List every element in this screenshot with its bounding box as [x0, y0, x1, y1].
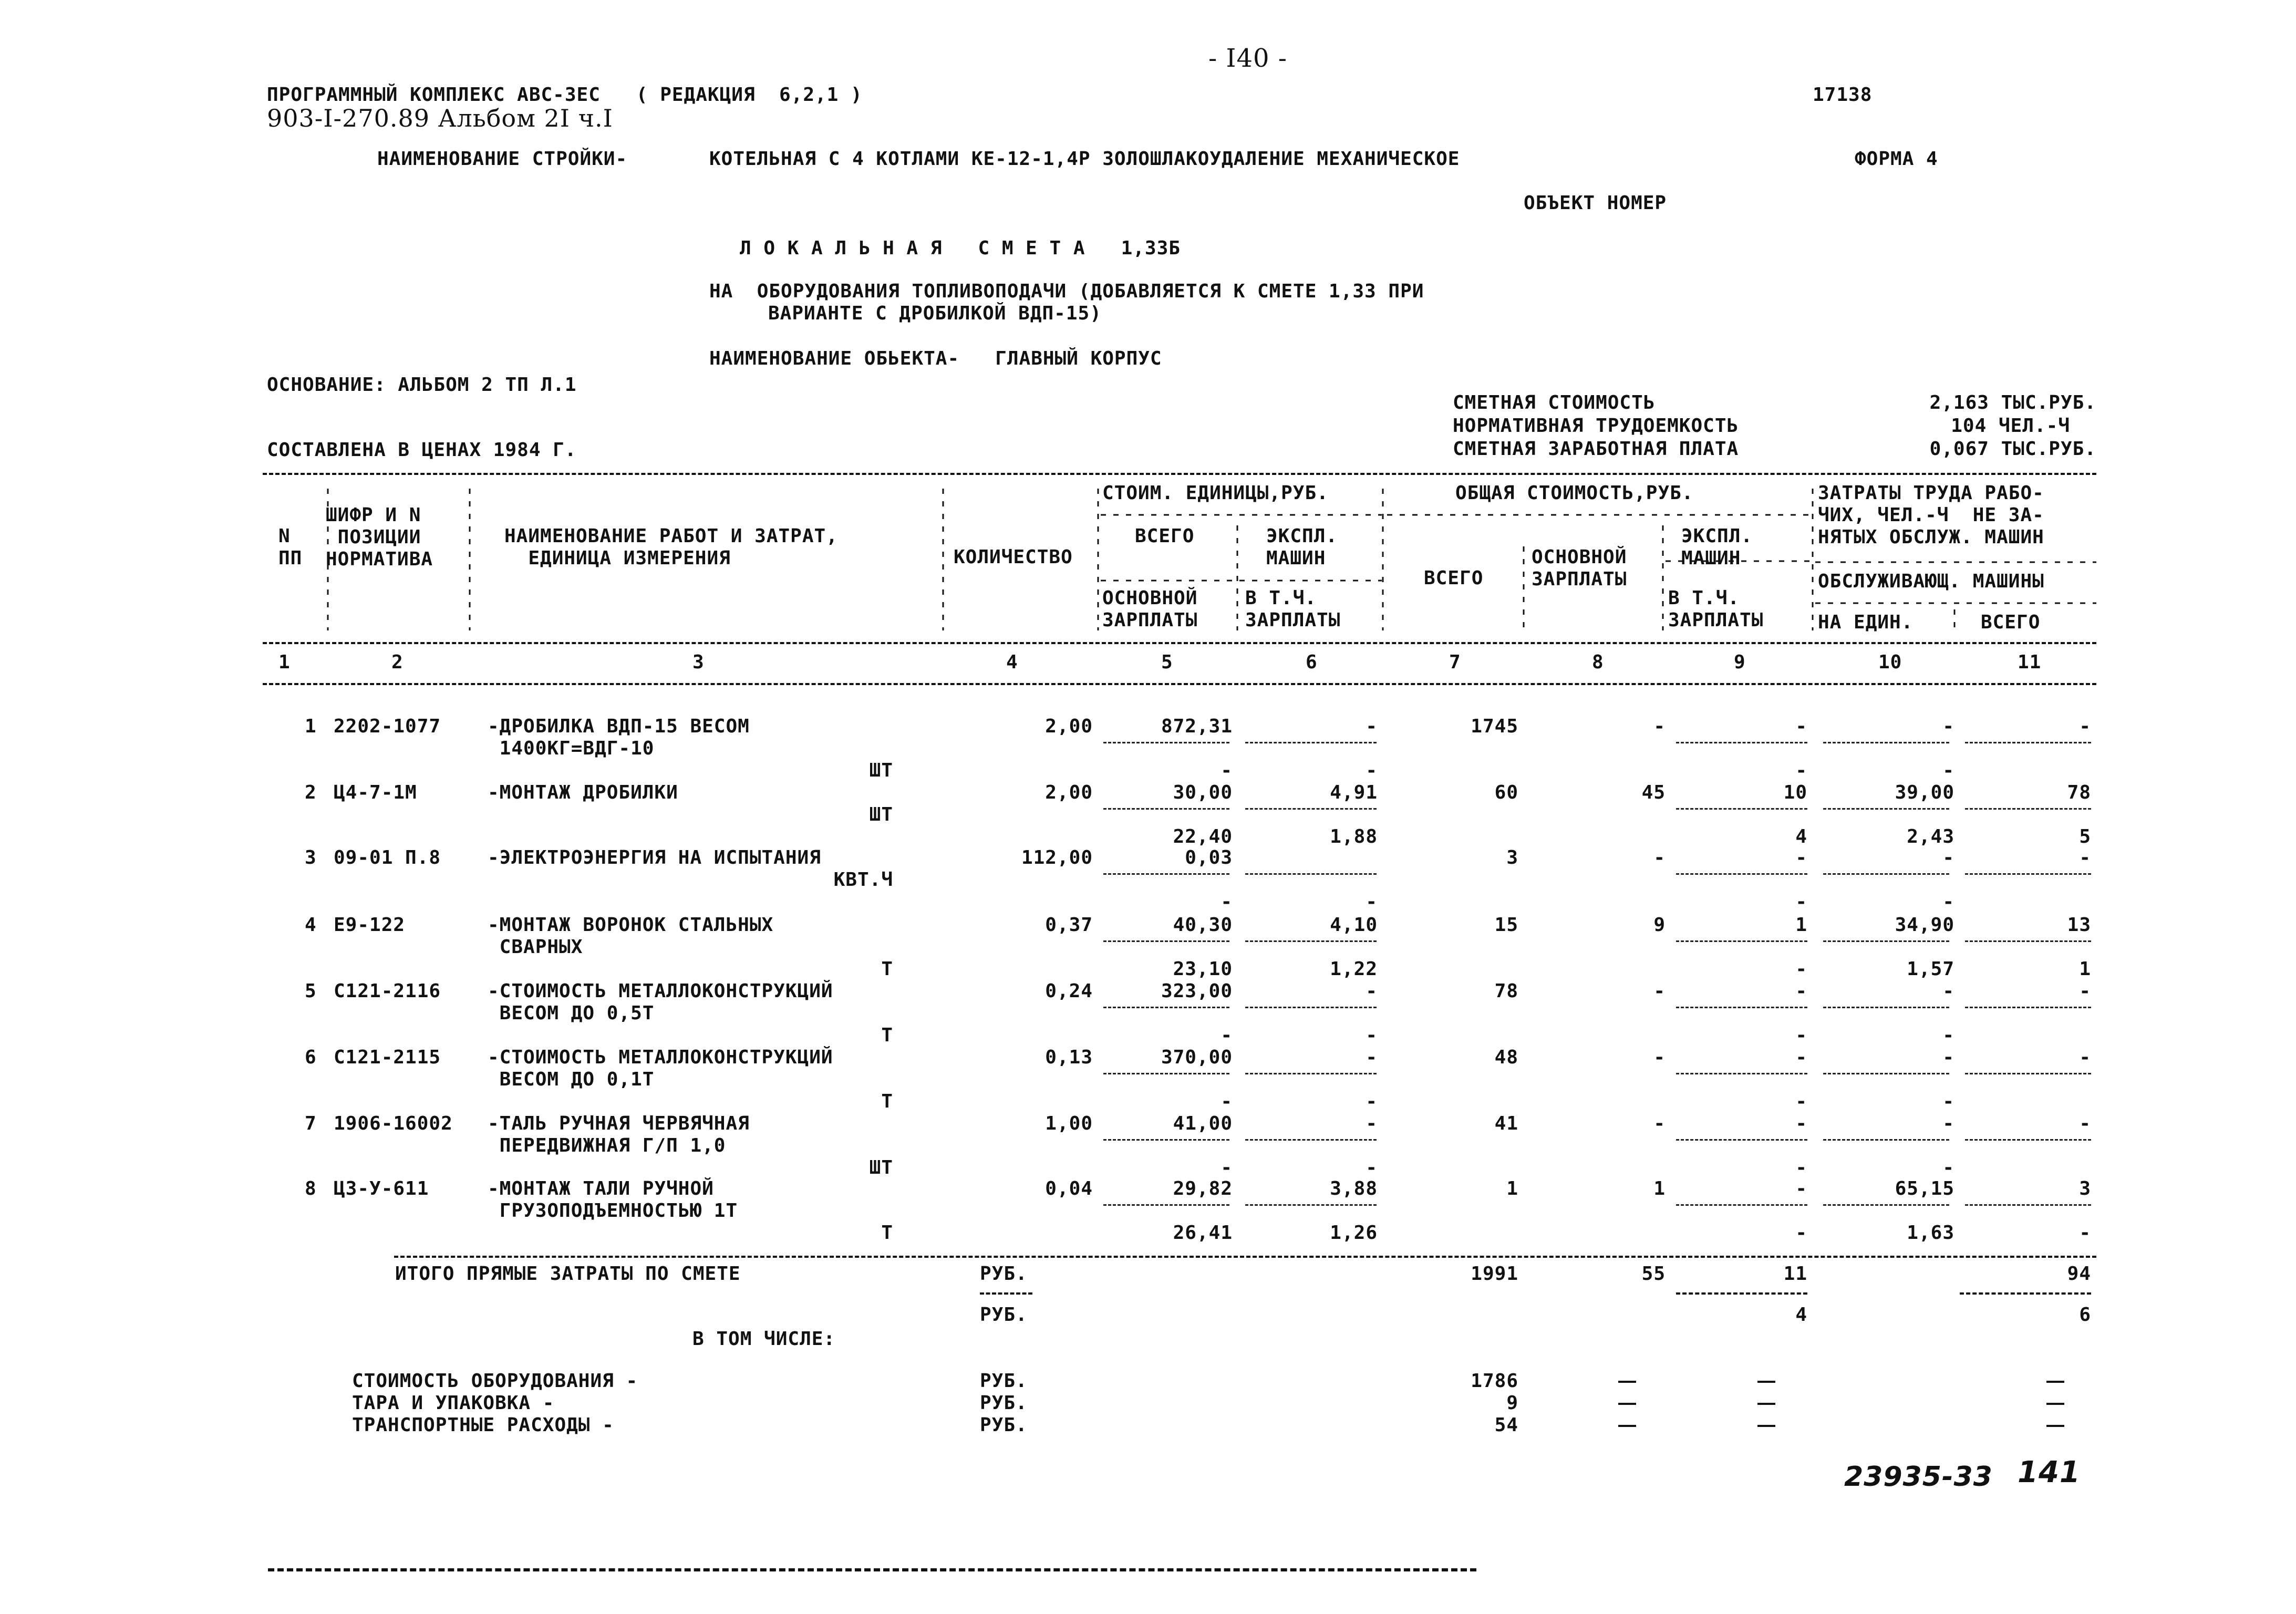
row-total-machine-wages: -	[1795, 891, 1807, 913]
row-labor-total: 3	[2079, 1178, 2091, 1199]
row-total-machine-wages: -	[1795, 1091, 1807, 1112]
row-name: -МОНТАЖ ТАЛИ РУЧНОЙ ГРУЗОПОДЪЕМНОСТЬЮ 1Т	[488, 1178, 738, 1222]
row-total-machines: -	[1795, 980, 1807, 1002]
row-unit-machine-wages: -	[1366, 1091, 1378, 1112]
summary-label-1: СМЕТНАЯ СТОИМОСТЬ	[1453, 392, 1656, 413]
row-rule	[1245, 1073, 1377, 1074]
row-total-wages: -	[1653, 1113, 1666, 1134]
row-labor-total-2: 5	[2079, 826, 2091, 847]
row-total-wages: 45	[1641, 782, 1666, 803]
row-rule	[1965, 1007, 2091, 1008]
row-unit-wages: -	[1221, 1157, 1233, 1178]
dash-mark	[1757, 1381, 1775, 1383]
col-num-1: 1	[278, 651, 291, 673]
row-rule	[1965, 940, 2091, 942]
row-labor-unit-2: -	[1942, 760, 1954, 781]
row-labor-total: -	[2079, 716, 2091, 737]
totals-unit: РУБ.	[980, 1263, 1028, 1285]
row-total-wages: -	[1653, 980, 1666, 1002]
row-rule	[1965, 1073, 2091, 1074]
row-unit-total: 0,03	[1185, 847, 1233, 868]
row-code: 09-01 П.8	[334, 847, 441, 868]
construction-name: КОТЕЛЬНАЯ С 4 КОТЛАМИ КЕ-12-1,4Р ЗОЛОШЛАКОУДАЛЕНИЕ МЕХАНИЧЕСКОЕ	[709, 148, 1460, 170]
row-unit-wages: -	[1221, 760, 1233, 781]
totals-wages: 55	[1641, 1263, 1666, 1285]
totals-label: ИТОГО ПРЯМЫЕ ЗАТРАТЫ ПО СМЕТЕ	[395, 1263, 741, 1285]
row-total-machines: -	[1795, 1047, 1807, 1068]
row-name: -ЭЛЕКТРОЭНЕРГИЯ НА ИСПЫТАНИЯ	[488, 847, 821, 868]
col-header-total: ВСЕГО	[1424, 567, 1484, 589]
col-header-labor: ЗАТРАТЫ ТРУДА РАБО- ЧИХ, ЧЕЛ.-Ч НЕ ЗА- НЯТЫХ ОБСЛУЖ. МАШИН	[1818, 482, 2044, 548]
col-num-6: 6	[1306, 651, 1318, 673]
construction-label: НАИМЕНОВАНИЕ СТРОЙКИ-	[377, 148, 628, 170]
row-unit-total: 370,00	[1161, 1047, 1233, 1068]
album-reference: 903-I-270.89 Альбом 2I ч.I	[267, 104, 613, 132]
row-rule	[1245, 1204, 1377, 1206]
row-rule	[1676, 873, 1807, 875]
totals-machines: 11	[1783, 1263, 1807, 1285]
row-labor-unit-2: -	[1942, 1157, 1954, 1178]
row-total: 15	[1494, 914, 1518, 936]
row-labor-total: -	[2079, 980, 2091, 1002]
row-labor-unit: -	[1942, 847, 1954, 868]
row-rule	[1965, 1204, 2091, 1206]
row-rule	[1103, 1073, 1229, 1074]
summary-value-1: 2,163 ТЫС.РУБ.	[1929, 392, 2096, 413]
row-labor-total-2: 1	[2079, 958, 2091, 980]
form-number: ФОРМА 4	[1855, 148, 1938, 170]
row-unit-wages: -	[1221, 1091, 1233, 1112]
row-total-wages: -	[1653, 716, 1666, 737]
row-number: 1	[305, 716, 317, 737]
row-labor-unit: 34,90	[1895, 914, 1954, 936]
row-unit-machines: 3,88	[1330, 1178, 1378, 1199]
row-total-machine-wages: -	[1795, 1222, 1807, 1244]
object-number: ОБЪЕКТ НОМЕР	[1524, 192, 1667, 214]
row-rule	[1823, 873, 1949, 875]
row-unit-total: 41,00	[1173, 1113, 1233, 1134]
row-unit-wages: -	[1221, 1025, 1233, 1046]
row-labor-unit-2: -	[1942, 1025, 1954, 1046]
row-total-wages: -	[1653, 847, 1666, 868]
page-number: - I40 -	[1208, 44, 1287, 73]
row-number: 4	[305, 914, 317, 936]
row-unit-machines: 4,91	[1330, 782, 1378, 803]
totals-labor-rule	[1960, 1292, 2091, 1295]
row-rule	[1103, 1204, 1229, 1206]
row-code: Е9-122	[334, 914, 406, 936]
row-rule	[1103, 873, 1229, 875]
row-rule	[1823, 742, 1949, 743]
row-unit-machine-wages: -	[1366, 891, 1378, 913]
row-code: Ц3-У-611	[334, 1178, 429, 1199]
col-num-4: 4	[1006, 651, 1018, 673]
col-num-9: 9	[1734, 651, 1746, 673]
row-unit-machines: -	[1366, 1047, 1378, 1068]
row-name: -СТОИМОСТЬ МЕТАЛЛОКОНСТРУКЦИЙ ВЕСОМ ДО 0,5Т	[488, 980, 833, 1024]
prices-year: СОСТАВЛЕНА В ЦЕНАХ 1984 Г.	[267, 439, 577, 461]
footer-page: 141	[2018, 1455, 2081, 1489]
row-rule	[1965, 1139, 2091, 1141]
row-number: 5	[305, 980, 317, 1002]
row-total-wages: -	[1653, 1047, 1666, 1068]
row-total-machine-wages: -	[1795, 760, 1807, 781]
col-header-unit-wages: ОСНОВНОЙ ЗАРПЛАТЫ	[1102, 587, 1198, 631]
row-number: 3	[305, 847, 317, 868]
row-total-machines: -	[1795, 716, 1807, 737]
summary-label-2: НОРМАТИВНАЯ ТРУДОЕМКОСТЬ	[1453, 415, 1739, 437]
row-labor-unit: -	[1942, 1113, 1954, 1134]
row-code: 1906-16002	[334, 1113, 453, 1134]
row-total-machine-wages: -	[1795, 1025, 1807, 1046]
object-name: НАИМЕНОВАНИЕ ОБЬЕКТА- ГЛАВНЫЙ КОРПУС	[709, 348, 1162, 369]
col-header-total-cost: ОБЩАЯ СТОИМОСТЬ,РУБ.	[1455, 482, 1694, 504]
row-code: 2202-1077	[334, 716, 441, 737]
row-unit-machines: -	[1366, 716, 1378, 737]
row-code: С121-2116	[334, 980, 441, 1002]
row-total-machines: -	[1795, 847, 1807, 868]
row-unit: Т	[881, 1091, 893, 1112]
row-rule	[1676, 940, 1807, 942]
dash-mark	[2046, 1403, 2064, 1405]
row-rule	[1965, 742, 2091, 743]
dash-mark	[1618, 1403, 1636, 1405]
dash-mark	[2046, 1381, 2064, 1383]
row-total-machines: 10	[1783, 782, 1807, 803]
row-total-machine-wages: -	[1795, 1157, 1807, 1178]
row-labor-unit: 65,15	[1895, 1178, 1954, 1199]
summary-label-3: СМЕТНАЯ ЗАРАБОТНАЯ ПЛАТА	[1453, 438, 1739, 460]
row-rule	[1823, 1007, 1949, 1008]
row-unit-wages: -	[1221, 891, 1233, 913]
program-line: ПРОГРАММНЫЙ КОМПЛЕКС АВС-3ЕС ( РЕДАКЦИЯ 6,2,1 )	[267, 84, 863, 106]
row-labor-total: -	[2079, 1047, 2091, 1068]
row-unit: КВТ.Ч	[833, 869, 893, 891]
row-rule	[1676, 742, 1807, 743]
row-labor-unit: 39,00	[1895, 782, 1954, 803]
col-header-labor-total: ВСЕГО	[1981, 612, 2041, 633]
col-header-quantity: КОЛИЧЕСТВО	[954, 546, 1073, 568]
row-name: -ДРОБИЛКА ВДП-15 ВЕСОМ 1400КГ=ВДГ-10	[488, 716, 750, 759]
row-total: 1	[1506, 1178, 1518, 1199]
row-name: -ТАЛЬ РУЧНАЯ ЧЕРВЯЧНАЯ ПЕРЕДВИЖНАЯ Г/П 1,0	[488, 1113, 750, 1156]
dash-mark	[1757, 1403, 1775, 1405]
row-labor-unit: -	[1942, 716, 1954, 737]
row-total-wages: 9	[1653, 914, 1666, 936]
summary-value-2: 104 ЧЕЛ.-Ч	[1951, 415, 2070, 437]
row-total-machines: -	[1795, 1178, 1807, 1199]
row-total-wages: 1	[1653, 1178, 1666, 1199]
col-header-number: N ПП	[278, 525, 303, 569]
row-rule	[1823, 808, 1949, 810]
col-num-3: 3	[692, 651, 705, 673]
row-unit-wages: 23,10	[1173, 958, 1233, 980]
subject-line-2: ВАРИАНТЕ С ДРОБИЛКОЙ ВДП-15)	[768, 303, 1102, 324]
row-unit-total: 40,30	[1173, 914, 1233, 936]
totals-total: 1991	[1471, 1263, 1518, 1285]
row-unit-machine-wages: 1,22	[1330, 958, 1378, 980]
col-header-code: ШИФР И N ПОЗИЦИИ НОРМАТИВА	[326, 504, 433, 570]
row-unit: Т	[881, 958, 893, 980]
row-rule	[1823, 1073, 1949, 1074]
totals-machine-wages: 4	[1795, 1304, 1807, 1326]
row-rule	[1676, 808, 1807, 810]
row-unit-machines: 4,10	[1330, 914, 1378, 936]
row-number: 6	[305, 1047, 317, 1068]
row-unit-machines: -	[1366, 980, 1378, 1002]
row-quantity: 0,04	[1045, 1178, 1093, 1199]
col-header-unit-machine-wages: В Т.Ч. ЗАРПЛАТЫ	[1245, 587, 1341, 631]
row-unit-machine-wages: -	[1366, 1025, 1378, 1046]
including-label: В ТОМ ЧИСЛЕ:	[692, 1328, 836, 1350]
row-rule	[1676, 1139, 1807, 1141]
row-name: -МОНТАЖ ВОРОНОК СТАЛЬНЫХ СВАРНЫХ	[488, 914, 774, 958]
row-rule	[1823, 1204, 1949, 1206]
row-labor-total: -	[2079, 1113, 2091, 1134]
totals-top-rule	[394, 1256, 2096, 1258]
row-labor-unit-2: 1,57	[1907, 958, 1954, 980]
numbers-bottom-rule	[263, 683, 2096, 685]
row-quantity: 2,00	[1045, 716, 1093, 737]
row-unit: Т	[881, 1025, 893, 1046]
row-total: 60	[1494, 782, 1518, 803]
document-number: 17138	[1813, 84, 1873, 106]
row-unit-total: 29,82	[1173, 1178, 1233, 1199]
row-unit: ШТ	[869, 760, 893, 781]
row-labor-unit-2: -	[1942, 891, 1954, 913]
col-header-unit-cost: СТОИМ. ЕДИНИЦЫ,РУБ.	[1102, 482, 1329, 504]
row-unit-machine-wages: 1,26	[1330, 1222, 1378, 1244]
col-num-11: 11	[2018, 651, 2042, 673]
row-quantity: 0,13	[1045, 1047, 1093, 1068]
row-quantity: 2,00	[1045, 782, 1093, 803]
row-total: 41	[1494, 1113, 1518, 1134]
packaging-label: ТАРА И УПАКОВКА -	[352, 1392, 555, 1414]
transport-label: ТРАНСПОРТНЫЕ РАСХОДЫ -	[352, 1414, 614, 1436]
row-rule	[1823, 940, 1949, 942]
row-labor-unit: -	[1942, 980, 1954, 1002]
row-unit-wages: 26,41	[1173, 1222, 1233, 1244]
basis: ОСНОВАНИЕ: АЛЬБОМ 2 ТП Л.1	[267, 374, 577, 396]
row-total: 1745	[1471, 716, 1518, 737]
dash-mark	[1757, 1425, 1775, 1427]
totals-unit-2: РУБ.	[980, 1304, 1028, 1326]
row-rule	[1676, 1007, 1807, 1008]
row-labor-total-2: -	[2079, 1222, 2091, 1244]
dash-mark	[1618, 1425, 1636, 1427]
equipment-cost-unit: РУБ.	[980, 1370, 1028, 1392]
row-unit-machine-wages: -	[1366, 760, 1378, 781]
row-total-machine-wages: -	[1795, 958, 1807, 980]
subject-line-1: НА ОБОРУДОВАНИЯ ТОПЛИВОПОДАЧИ (ДОБАВЛЯЕТСЯ К СМЕТЕ 1,33 ПРИ	[709, 281, 1424, 302]
row-rule	[1245, 873, 1377, 875]
row-labor-unit-2: 1,63	[1907, 1222, 1954, 1244]
equipment-cost-label: СТОИМОСТЬ ОБОРУДОВАНИЯ -	[352, 1370, 638, 1392]
row-labor-total: 78	[2067, 782, 2091, 803]
row-unit-total: 872,31	[1161, 716, 1233, 737]
row-quantity: 112,00	[1021, 847, 1093, 868]
col-num-10: 10	[1878, 651, 1902, 673]
header-bottom-rule	[263, 642, 2096, 644]
footer-code: 23935-33	[1844, 1461, 1993, 1493]
row-unit-machine-wages: -	[1366, 1157, 1378, 1178]
row-unit-machine-wages: 1,88	[1330, 826, 1378, 847]
row-number: 8	[305, 1178, 317, 1199]
col-header-labor-machines: ОБСЛУЖИВАЮЩ. МАШИНЫ	[1818, 571, 2044, 592]
transport-unit: РУБ.	[980, 1414, 1028, 1436]
row-labor-unit-2: -	[1942, 1091, 1954, 1112]
row-number: 7	[305, 1113, 317, 1134]
transport-value: 54	[1494, 1414, 1518, 1436]
col-header-total-machines: ЭКСПЛ. МАШИН	[1681, 525, 1753, 569]
row-unit: Т	[881, 1222, 893, 1244]
dash-mark	[2046, 1425, 2064, 1427]
row-labor-total: -	[2079, 847, 2091, 868]
col-header-name: НАИМЕНОВАНИЕ РАБОТ И ЗАТРАТ, ЕДИНИЦА ИЗМЕРЕНИЯ	[504, 525, 838, 569]
row-unit-wages: 22,40	[1173, 826, 1233, 847]
row-quantity: 0,24	[1045, 980, 1093, 1002]
row-total-machines: 1	[1795, 914, 1807, 936]
row-rule	[1965, 873, 2091, 875]
col-header-total-machine-wages: В Т.Ч. ЗАРПЛАТЫ	[1668, 587, 1764, 631]
row-rule	[1245, 1007, 1377, 1008]
totals-machines-rule	[1676, 1292, 1807, 1295]
col-num-8: 8	[1592, 651, 1604, 673]
row-name: -МОНТАЖ ДРОБИЛКИ	[488, 782, 678, 803]
row-labor-unit-2: 2,43	[1907, 826, 1954, 847]
row-rule	[1103, 940, 1229, 942]
row-code: Ц4-7-1М	[334, 782, 417, 803]
col-num-7: 7	[1449, 651, 1461, 673]
row-rule	[1245, 742, 1377, 743]
col-header-unit-total: ВСЕГО	[1135, 525, 1195, 547]
row-total: 78	[1494, 980, 1518, 1002]
row-quantity: 1,00	[1045, 1113, 1093, 1134]
packaging-value: 9	[1506, 1392, 1518, 1414]
totals-labor: 94	[2067, 1263, 2091, 1285]
row-rule	[1676, 1204, 1807, 1206]
row-rule	[1103, 808, 1229, 810]
totals-unit-rule	[980, 1292, 1032, 1295]
row-rule	[1245, 808, 1377, 810]
bottom-dash-line	[268, 1568, 1476, 1571]
totals-labor-2: 6	[2079, 1304, 2091, 1326]
row-total-machines: -	[1795, 1113, 1807, 1134]
row-rule	[1103, 1139, 1229, 1141]
row-rule	[1245, 1139, 1377, 1141]
row-unit-total: 323,00	[1161, 980, 1233, 1002]
row-unit: ШТ	[869, 804, 893, 825]
row-rule	[1676, 1073, 1807, 1074]
row-labor-unit: -	[1942, 1047, 1954, 1068]
row-total-machine-wages: 4	[1795, 826, 1807, 847]
row-total: 3	[1506, 847, 1518, 868]
col-num-2: 2	[391, 651, 404, 673]
row-number: 2	[305, 782, 317, 803]
row-rule	[1245, 940, 1377, 942]
packaging-unit: РУБ.	[980, 1392, 1028, 1414]
row-rule	[1103, 1007, 1229, 1008]
dash-mark	[1618, 1381, 1636, 1383]
row-rule	[1823, 1139, 1949, 1141]
summary-value-3: 0,067 ТЫС.РУБ.	[1929, 438, 2096, 460]
row-rule	[1965, 808, 2091, 810]
row-unit: ШТ	[869, 1157, 893, 1178]
row-quantity: 0,37	[1045, 914, 1093, 936]
col-header-total-wages: ОСНОВНОЙ ЗАРПЛАТЫ	[1532, 546, 1627, 590]
row-total: 48	[1494, 1047, 1518, 1068]
row-unit-total: 30,00	[1173, 782, 1233, 803]
row-code: С121-2115	[334, 1047, 441, 1068]
estimate-title: Л О К А Л Ь Н А Я С М Е Т А 1,33Б	[740, 237, 1181, 259]
row-labor-total: 13	[2067, 914, 2091, 936]
row-name: -СТОИМОСТЬ МЕТАЛЛОКОНСТРУКЦИЙ ВЕСОМ ДО 0,1Т	[488, 1047, 833, 1090]
col-header-unit-machines: ЭКСПЛ. МАШИН	[1266, 525, 1338, 569]
equipment-cost-value: 1786	[1471, 1370, 1518, 1392]
col-header-labor-unit: НА ЕДИН.	[1818, 612, 1914, 633]
row-rule	[1103, 742, 1229, 743]
col-num-5: 5	[1161, 651, 1173, 673]
row-unit-machines: -	[1366, 1113, 1378, 1134]
